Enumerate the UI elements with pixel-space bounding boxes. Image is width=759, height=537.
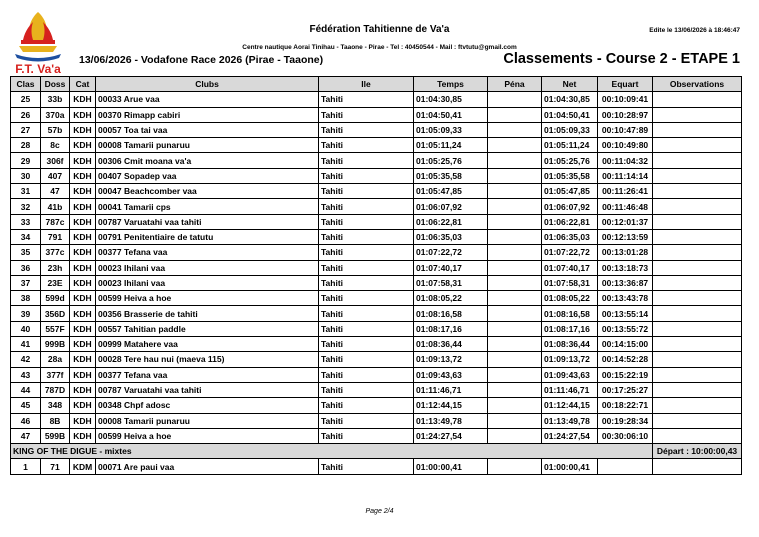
cell-observations [653,107,742,122]
cell-equart: 00:10:09:41 [598,92,653,107]
cell-equart: 00:13:55:14 [598,306,653,321]
cell-net: 01:13:49,78 [542,413,598,428]
cell-temps: 01:12:44,15 [414,398,488,413]
cell-temps: 01:04:50,41 [414,107,488,122]
cell-cat: KDH [70,260,96,275]
cell-doss: 407 [41,168,70,183]
cell-clas: 40 [11,321,41,336]
cell-net: 01:09:43,63 [542,367,598,382]
cell-net: 01:24:27,54 [542,428,598,443]
cell-cat: KDH [70,428,96,443]
cell-observations [653,413,742,428]
cell-temps: 01:04:30,85 [414,92,488,107]
cell-equart: 00:17:25:27 [598,382,653,397]
column-header-cat: Cat [70,77,96,92]
cell-club: 00033 Arue vaa [96,92,319,107]
table-row [11,337,742,352]
cell-clas: 47 [11,428,41,443]
cell-clas: 1 [11,459,41,474]
cell-observations [653,459,742,474]
table-row [11,413,742,428]
cell-cat: KDH [70,199,96,214]
cell-club: 00023 Ihilani vaa [96,260,319,275]
cell-temps: 01:06:07,92 [414,199,488,214]
column-header-observations: Observations [653,77,742,92]
cell-doss: 377c [41,245,70,260]
cell-equart: 00:15:22:19 [598,367,653,382]
cell-doss: 8B [41,413,70,428]
cell-ile: Tahiti [319,398,414,413]
cell-equart: 00:12:13:59 [598,229,653,244]
cell-ile: Tahiti [319,428,414,443]
cell-clas: 46 [11,413,41,428]
cell-temps: 01:24:27,54 [414,428,488,443]
cell-equart: 00:10:49:80 [598,138,653,153]
column-header-pena: Péna [488,77,542,92]
ftvaa-logo [9,10,67,76]
cell-doss: 306f [41,153,70,168]
cell-observations [653,168,742,183]
cell-club: 00008 Tamarii punaruu [96,413,319,428]
cell-doss: 348 [41,398,70,413]
cell-temps: 01:08:36,44 [414,337,488,352]
cell-club: 00306 Cmit moana va'a [96,153,319,168]
cell-equart: 00:13:01:28 [598,245,653,260]
cell-net: 01:09:13,72 [542,352,598,367]
table-row [11,321,742,336]
table-header-row [11,77,742,92]
table-row [11,153,742,168]
cell-cat: KDM [70,459,96,474]
cell-pena [488,367,542,382]
cell-club: 00008 Tamarii punaruu [96,138,319,153]
cell-doss: 599d [41,291,70,306]
cell-ile: Tahiti [319,107,414,122]
column-header-club: Clubs [96,77,319,92]
cell-observations [653,260,742,275]
column-header-doss: Doss [41,77,70,92]
cell-temps: 01:06:35,03 [414,229,488,244]
cell-club: 00370 Rimapp cabiri [96,107,319,122]
cell-pena [488,321,542,336]
cell-ile: Tahiti [319,168,414,183]
cell-pena [488,92,542,107]
cell-cat: KDH [70,367,96,382]
cell-observations [653,138,742,153]
cell-cat: KDH [70,184,96,199]
table-row [11,352,742,367]
cell-temps: 01:09:13,72 [414,352,488,367]
cell-club: 00599 Heiva a hoe [96,428,319,443]
table-row [11,92,742,107]
cell-temps: 01:07:40,17 [414,260,488,275]
cell-equart: 00:14:15:00 [598,337,653,352]
race-title: 13/06/2026 - Vodafone Race 2026 (Pirae - Taaone) [79,54,324,66]
cell-ile: Tahiti [319,413,414,428]
table-row [11,428,742,443]
cell-clas: 44 [11,382,41,397]
cell-doss: 33b [41,92,70,107]
cell-club: 00028 Tere hau nui (maeva 115) [96,352,319,367]
cell-net: 01:06:35,03 [542,229,598,244]
cell-pena [488,337,542,352]
cell-net: 01:05:25,76 [542,153,598,168]
cell-ile: Tahiti [319,122,414,137]
cell-equart: 00:13:18:73 [598,260,653,275]
table-row [11,138,742,153]
cell-net: 01:08:17,16 [542,321,598,336]
cell-ile: Tahiti [319,275,414,290]
cell-net: 01:04:30,85 [542,92,598,107]
table-row [11,184,742,199]
cell-temps: 01:05:47,85 [414,184,488,199]
cell-ile: Tahiti [319,291,414,306]
cell-club: 00348 Chpf adosc [96,398,319,413]
cell-club: 00599 Heiva a hoe [96,291,319,306]
cell-ile: Tahiti [319,337,414,352]
cell-ile: Tahiti [319,245,414,260]
cell-pena [488,138,542,153]
cell-clas: 25 [11,92,41,107]
cell-clas: 39 [11,306,41,321]
cell-observations [653,122,742,137]
cell-temps: 01:08:16,58 [414,306,488,321]
cell-doss: 41b [41,199,70,214]
federation-title: Fédération Tahitienne de Va'a [309,24,450,35]
cell-cat: KDH [70,306,96,321]
cell-club: 00377 Tefana vaa [96,245,319,260]
cell-observations [653,367,742,382]
cell-equart: 00:11:04:32 [598,153,653,168]
cell-doss: 791 [41,229,70,244]
cell-clas: 43 [11,367,41,382]
cell-observations [653,352,742,367]
cell-club: 00057 Toa tai vaa [96,122,319,137]
cell-temps: 01:07:58,31 [414,275,488,290]
cell-ile: Tahiti [319,138,414,153]
table-row [11,367,742,382]
cell-net: 01:12:44,15 [542,398,598,413]
cell-observations [653,321,742,336]
column-header-temps: Temps [414,77,488,92]
table-row [11,260,742,275]
cell-clas: 38 [11,291,41,306]
cell-doss: 787c [41,214,70,229]
cell-cat: KDH [70,92,96,107]
cell-pena [488,306,542,321]
cell-pena [488,153,542,168]
cell-ile: Tahiti [319,260,414,275]
cell-observations [653,306,742,321]
cell-cat: KDH [70,168,96,183]
table-row [11,398,742,413]
cell-pena [488,275,542,290]
cell-cat: KDH [70,214,96,229]
cell-ile: Tahiti [319,306,414,321]
cell-clas: 32 [11,199,41,214]
cell-clas: 36 [11,260,41,275]
cell-net: 01:04:50,41 [542,107,598,122]
table-row [11,168,742,183]
cell-doss: 47 [41,184,70,199]
cell-club: 00407 Sopadep vaa [96,168,319,183]
cell-temps: 01:13:49,78 [414,413,488,428]
cell-pena [488,229,542,244]
cell-pena [488,184,542,199]
cell-ile: Tahiti [319,352,414,367]
cell-cat: KDH [70,413,96,428]
cell-ile: Tahiti [319,184,414,199]
cell-doss: 787D [41,382,70,397]
cell-temps: 01:05:25,76 [414,153,488,168]
cell-cat: KDH [70,245,96,260]
cell-pena [488,459,542,474]
cell-equart: 00:11:14:14 [598,168,653,183]
cell-ile: Tahiti [319,229,414,244]
cell-temps: 01:05:35,58 [414,168,488,183]
cell-observations [653,275,742,290]
cell-net: 01:00:00,41 [542,459,598,474]
cell-cat: KDH [70,321,96,336]
column-header-clas: Clas [11,77,41,92]
cell-observations [653,245,742,260]
cell-club: 00041 Tamarii cps [96,199,319,214]
table-row [11,382,742,397]
cell-net: 01:07:22,72 [542,245,598,260]
cell-clas: 34 [11,229,41,244]
cell-temps: 01:08:17,16 [414,321,488,336]
table-row [11,459,742,474]
cell-temps: 01:05:11,24 [414,138,488,153]
cell-ile: Tahiti [319,367,414,382]
cell-observations [653,199,742,214]
table-row [11,291,742,306]
cell-pena [488,245,542,260]
cell-equart: 00:13:36:87 [598,275,653,290]
cell-doss: 57b [41,122,70,137]
table-row [11,107,742,122]
cell-club: 00787 Varuatahi vaa tahiti [96,214,319,229]
cell-equart: 00:13:55:72 [598,321,653,336]
table-row [11,229,742,244]
cell-ile: Tahiti [319,214,414,229]
cell-net: 01:05:47,85 [542,184,598,199]
cell-cat: KDH [70,398,96,413]
cell-observations [653,92,742,107]
cell-clas: 41 [11,337,41,352]
cell-temps: 01:05:09,33 [414,122,488,137]
cell-equart [598,459,653,474]
cell-net: 01:06:07,92 [542,199,598,214]
cell-temps: 01:06:22,81 [414,214,488,229]
page-number: Page 2/4 [365,508,394,515]
table-row [11,306,742,321]
cell-clas: 27 [11,122,41,137]
cell-clas: 28 [11,138,41,153]
cell-net: 01:08:05,22 [542,291,598,306]
cell-net: 01:06:22,81 [542,214,598,229]
logo-text: F.T. Va'a [15,62,61,76]
cell-pena [488,199,542,214]
cell-club: 00377 Tefana vaa [96,367,319,382]
cell-cat: KDH [70,291,96,306]
cell-doss: 23E [41,275,70,290]
cell-clas: 33 [11,214,41,229]
group-depart-time: Départ : 10:00:00,43 [653,444,742,459]
cell-doss: 23h [41,260,70,275]
cell-cat: KDH [70,107,96,122]
cell-temps: 01:00:00,41 [414,459,488,474]
federation-address: Centre nautique Aorai Tinihau - Taaone - Pirae - Tel : 40450544 - Mail : ftvtutu@gmail.com [242,44,517,51]
cell-equart: 00:11:26:41 [598,184,653,199]
cell-club: 00557 Tahitian paddle [96,321,319,336]
cell-temps: 01:07:22,72 [414,245,488,260]
cell-club: 00047 Beachcomber vaa [96,184,319,199]
cell-net: 01:11:46,71 [542,382,598,397]
cell-cat: KDH [70,275,96,290]
cell-equart: 00:11:46:48 [598,199,653,214]
cell-clas: 29 [11,153,41,168]
cell-equart: 00:13:43:78 [598,291,653,306]
cell-club: 00071 Are paui vaa [96,459,319,474]
cell-observations [653,291,742,306]
group-title: KING OF THE DIGUE - mixtes [11,444,653,459]
cell-pena [488,168,542,183]
cell-cat: KDH [70,382,96,397]
cell-net: 01:08:36,44 [542,337,598,352]
cell-clas: 35 [11,245,41,260]
cell-clas: 37 [11,275,41,290]
cell-ile: Tahiti [319,459,414,474]
cell-net: 01:05:09,33 [542,122,598,137]
group-header-row [11,444,742,459]
cell-net: 01:07:40,17 [542,260,598,275]
cell-temps: 01:11:46,71 [414,382,488,397]
cell-doss: 356D [41,306,70,321]
table-row [11,245,742,260]
cell-doss: 557F [41,321,70,336]
cell-cat: KDH [70,138,96,153]
cell-cat: KDH [70,153,96,168]
cell-equart: 00:30:06:10 [598,428,653,443]
cell-club: 00023 Ihilani vaa [96,275,319,290]
cell-clas: 26 [11,107,41,122]
cell-observations [653,214,742,229]
cell-pena [488,291,542,306]
cell-equart: 00:18:22:71 [598,398,653,413]
cell-doss: 999B [41,337,70,352]
cell-temps: 01:09:43,63 [414,367,488,382]
cell-net: 01:07:58,31 [542,275,598,290]
cell-clas: 31 [11,184,41,199]
cell-pena [488,260,542,275]
cell-cat: KDH [70,122,96,137]
cell-observations [653,337,742,352]
edit-date: Edite le 13/06/2026 à 18:46:47 [649,27,740,34]
cell-observations [653,428,742,443]
cell-temps: 01:08:05,22 [414,291,488,306]
cell-net: 01:05:11,24 [542,138,598,153]
cell-observations [653,382,742,397]
table-row [11,199,742,214]
cell-pena [488,382,542,397]
cell-observations [653,229,742,244]
cell-ile: Tahiti [319,92,414,107]
cell-equart: 00:10:47:89 [598,122,653,137]
column-header-ile: Ile [319,77,414,92]
cell-club: 00356 Brasserie de tahiti [96,306,319,321]
table-row [11,214,742,229]
cell-equart: 00:19:28:34 [598,413,653,428]
cell-equart: 00:12:01:37 [598,214,653,229]
cell-pena [488,107,542,122]
cell-pena [488,428,542,443]
cell-doss: 8c [41,138,70,153]
cell-pena [488,122,542,137]
cell-ile: Tahiti [319,321,414,336]
cell-clas: 42 [11,352,41,367]
cell-ile: Tahiti [319,153,414,168]
cell-cat: KDH [70,337,96,352]
cell-doss: 71 [41,459,70,474]
cell-club: 00791 Penitentiaire de tatutu [96,229,319,244]
cell-club: 00999 Matahere vaa [96,337,319,352]
cell-ile: Tahiti [319,382,414,397]
cell-cat: KDH [70,352,96,367]
cell-equart: 00:10:28:97 [598,107,653,122]
cell-club: 00787 Varuatahi vaa tahiti [96,382,319,397]
cell-pena [488,413,542,428]
table-row [11,122,742,137]
cell-doss: 377f [41,367,70,382]
column-header-net: Net [542,77,598,92]
cell-doss: 370a [41,107,70,122]
cell-clas: 45 [11,398,41,413]
results-table [10,76,742,475]
cell-pena [488,214,542,229]
cell-doss: 28a [41,352,70,367]
cell-net: 01:05:35,58 [542,168,598,183]
classement-title: Classements - Course 2 - ETAPE 1 [503,51,740,67]
cell-observations [653,184,742,199]
cell-pena [488,398,542,413]
column-header-equart: Equart [598,77,653,92]
cell-ile: Tahiti [319,199,414,214]
cell-observations [653,153,742,168]
cell-observations [653,398,742,413]
cell-cat: KDH [70,229,96,244]
cell-net: 01:08:16,58 [542,306,598,321]
table-row [11,275,742,290]
cell-clas: 30 [11,168,41,183]
cell-pena [488,352,542,367]
cell-doss: 599B [41,428,70,443]
cell-equart: 00:14:52:28 [598,352,653,367]
